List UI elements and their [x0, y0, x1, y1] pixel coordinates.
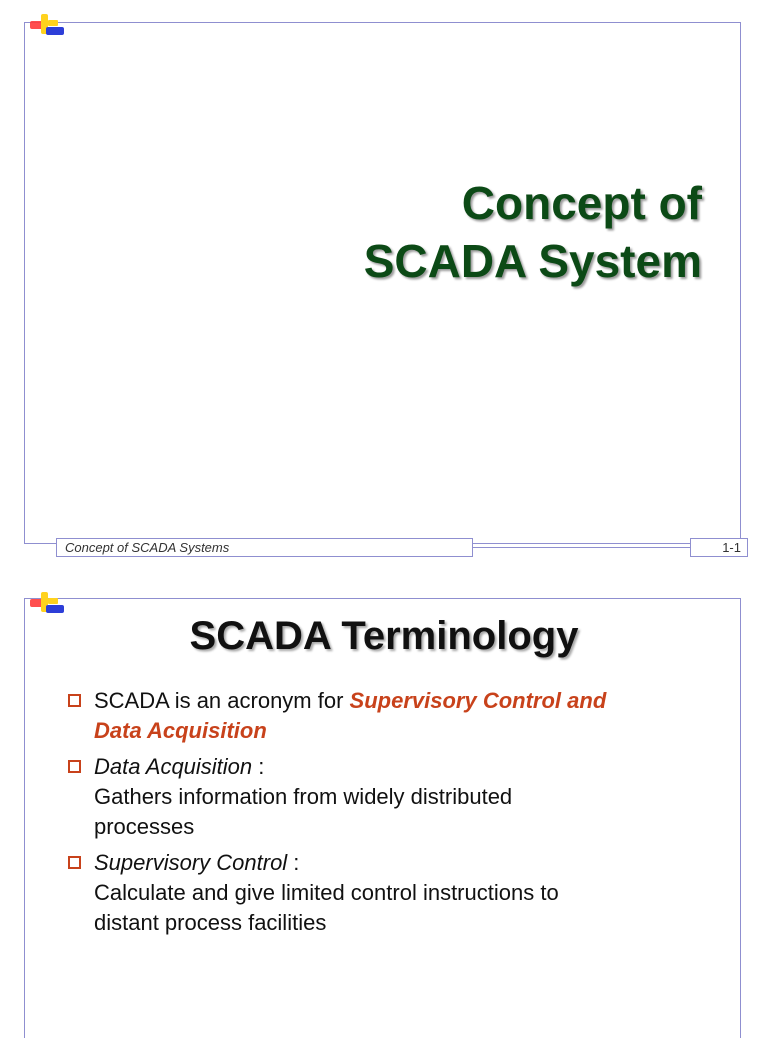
title-line-1: Concept of: [461, 177, 702, 229]
emphasis-text: Supervisory Control and: [349, 688, 607, 713]
term-separator: :: [252, 754, 265, 779]
bullet-term: Supervisory Control: [94, 850, 288, 875]
square-bullet-icon: [68, 856, 81, 869]
bullet-term: Data Acquisition: [94, 754, 253, 779]
bullet-text: processes: [94, 814, 195, 839]
term-separator: :: [287, 850, 300, 875]
footer-caption: Concept of SCADA Systems: [56, 538, 473, 557]
bullet-text: Gathers information from widely distributed: [94, 784, 513, 809]
bullet-list: [66, 686, 716, 944]
bullet-text: SCADA is an acronym for: [94, 688, 350, 713]
page-number: 1-1: [690, 538, 748, 557]
footer-divider: [473, 547, 690, 548]
bullet-item: [66, 686, 716, 746]
slide-title: [182, 174, 702, 290]
emphasis-text: Data Acquisition: [94, 718, 267, 743]
cross-logo-icon: [28, 12, 70, 40]
slide-2: [0, 590, 768, 1024]
slide-title: SCADA Terminology: [189, 614, 579, 658]
bullet-item: [66, 848, 716, 938]
bullet-text: Calculate and give limited control instructions to: [94, 880, 559, 905]
bullet-item: [66, 752, 716, 842]
square-bullet-icon: [68, 760, 81, 773]
title-line-2: SCADA System: [363, 235, 702, 287]
square-bullet-icon: [68, 694, 81, 707]
bullet-text: distant process facilities: [94, 910, 327, 935]
